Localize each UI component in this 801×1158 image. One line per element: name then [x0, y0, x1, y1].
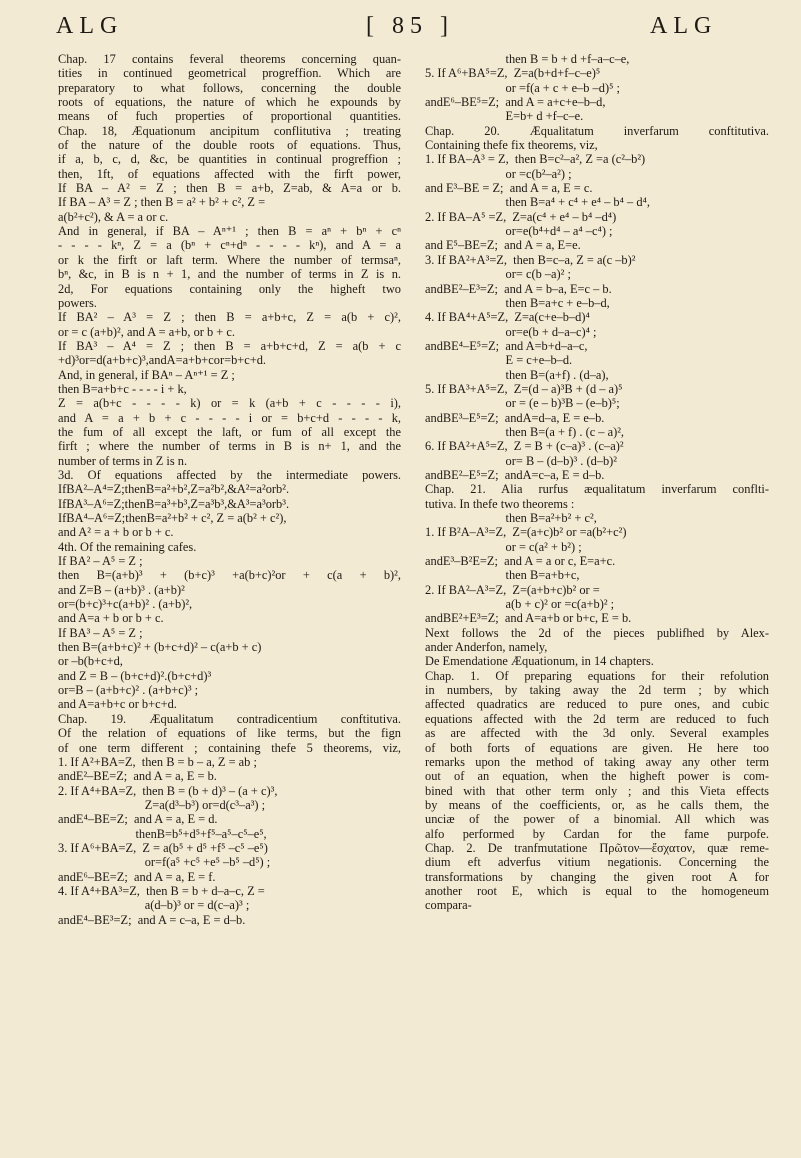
text-line: then B=a²+b² + c², — [425, 511, 597, 525]
text-line: or –b(b+c+d, — [58, 654, 123, 669]
running-head-right: ALG — [650, 13, 718, 39]
text-line: andE⁴–BE=Z; and A = a, E = d. — [58, 812, 218, 827]
text-line: 2. If BA–A⁵ =Z, Z=a(c⁴ + e⁴ – b⁴ –d⁴) — [425, 209, 617, 224]
text-line: and Z = B – (b+c+d)².(b+c+d)³ — [58, 668, 212, 683]
text-line: and A=a+b+c or b+c+d. — [58, 697, 177, 712]
text-line: or=(b+c)³+c(a+b)² . (a+b)², — [58, 597, 193, 612]
text-line: compara- — [425, 898, 472, 913]
text-line: then B=(a+f) . (d–a), — [425, 367, 609, 382]
text-line: andE²–BE=Z; and A = a, E = b. — [58, 769, 217, 784]
text-line: or = c(a² + b²) ; — [425, 539, 582, 554]
text-line: or=f(a⁵ +c⁵ +e⁵ –b⁵ –d⁵) ; — [58, 855, 271, 870]
text-line: Z = a(b+c - - - - k) or = k (a+b + c - - - - i), — [58, 396, 401, 411]
text-line: roots of equations, the nature of which he expounds by — [58, 95, 401, 110]
text-line: Chap. 18, Æquationum ancipitum conflitutiva ; treating — [58, 123, 401, 138]
text-line: or= c(b –a)² ; — [425, 267, 571, 282]
text-line: or = (e – b)³B – (e–b)⁵; — [425, 396, 620, 411]
text-line: If BA³ – A⁵ = Z ; — [58, 625, 143, 640]
text-line: or =c(b²–a²) ; — [425, 166, 572, 181]
text-line: If BA³ – A⁴ = Z ; then B = a+b+c+d, Z = a(b + c — [58, 338, 401, 353]
running-head-left: ALG — [56, 13, 124, 39]
text-line: 3d. Of equations affected by the intermediate powers. — [58, 467, 401, 482]
text-line: of the nature of the double roots of equations. Thus, — [58, 138, 401, 153]
text-line: means of fuch properties of proportional quantities. — [58, 109, 401, 124]
text-line: 5. If BA³+A⁵=Z, Z=(d – a)³B + (d – a)⁵ — [425, 381, 623, 396]
text-line: transformations by changing the given root A for — [425, 869, 769, 884]
text-line: then B = b + d +f–a–c–e, — [425, 52, 630, 66]
text-line: or = c (a+b)², and A = a+b, or b + c. — [58, 324, 235, 339]
text-line: If BA² – A³ = Z ; then B = a+b+c, Z = a(b + c)², — [58, 310, 401, 325]
text-line: in numbers, by taking away the 2d term ; by which — [425, 683, 769, 698]
text-line: and Z=B – (a+b)³ . (a+b)² — [58, 582, 185, 597]
text-line: alfo performed by Cardan for the fame purpofe. — [425, 826, 769, 841]
text-line: and A=a + b or b + c. — [58, 611, 164, 626]
text-line: - - - - kⁿ, Z = a (bⁿ + cⁿ+dⁿ - - - - kⁿ), and A = a — [58, 238, 401, 253]
text-line: a(b + c)² or =c(a+b)² ; — [425, 597, 615, 612]
text-line: 1. If BA–A³ = Z, then B=c²–a², Z =a (c²–b²) — [425, 152, 646, 167]
text-line: the fum of all except the laft, or fum of all except the — [58, 424, 401, 439]
text-line: and A² = a + b or b + c. — [58, 525, 174, 540]
text-line: or= B – (d–b)³ . (d–b)² — [425, 453, 618, 468]
text-line: 4. If A⁴+BA³=Z, then B = b + d–a–c, Z = — [58, 883, 265, 898]
text-line: bined with that other term only ; and this Vieta effects — [425, 783, 769, 798]
text-line: a(d–b)³ or = d(c–a)³ ; — [58, 898, 250, 913]
text-line: andBE⁴–E⁵=Z; and A=b+d–a–c, — [425, 338, 588, 353]
text-line: 2d, For equations containing only the higheft two — [58, 281, 401, 296]
text-line: or=B – (a+b+c)² . (a+b+c)³ ; — [58, 683, 199, 698]
text-line: Containing thefe fix theorems, viz, — [425, 138, 598, 153]
text-line: then B=a⁴ + c⁴ + e⁴ – b⁴ – d⁴, — [425, 195, 650, 210]
text-line: andE⁴–BE³=Z; and A = c–a, E = d–b. — [58, 912, 246, 927]
text-line: or k the firft or laft term. Where the number of termsaⁿ, — [58, 252, 401, 267]
text-line: remarks upon the method of taking away any other term — [425, 754, 769, 769]
text-line: as are affected with the 3d only. Several examples — [425, 726, 769, 741]
text-line: or=e(b + d–a–c)⁴ ; — [425, 324, 597, 339]
text-line: preparatory to what follows, concerning the double — [58, 80, 401, 95]
text-line: 6. If BA²+A⁵=Z, Z = B + (c–a)³ . (c–a)² — [425, 439, 624, 454]
text-line: or =f(a + c + e–b –d)⁵ ; — [425, 80, 620, 95]
text-line: andE³–B²E=Z; and A = a or c, E=a+c. — [425, 554, 616, 569]
text-line: If BA – A³ = Z ; then B = a² + b² + c², Z = — [58, 195, 266, 210]
text-line: of both forts of equations are given. He here too — [425, 740, 769, 755]
text-line: tities in continued geometrical progreffion. Which are — [58, 66, 401, 81]
text-line: ander Anderfon, namely, — [425, 640, 548, 655]
text-line: 1. If B²A–A³=Z, Z=(a+c)b² or =a(b²+c²) — [425, 525, 627, 540]
text-line: then B=(a + f) . (c – a)², — [425, 424, 625, 439]
text-line: another root E, which is equal to the homogeneum — [425, 883, 769, 898]
text-line: bⁿ, &c, in B is n + 1, and the number of terms in Z is n. — [58, 267, 401, 282]
text-line: Chap. 1. Of preparing equations for their refolution — [425, 668, 769, 683]
text-line: 2. If BA²–A³=Z, Z=(a+b+c)b² or = — [425, 582, 600, 597]
text-line: 3. If BA²+A³=Z, then B=c–a, Z = a(c –b)² — [425, 252, 636, 267]
text-line: andE⁶–BE=Z; and A = a, E = f. — [58, 869, 216, 884]
text-line: andBE²–E³=Z; and A = b–a, E=c – b. — [425, 281, 612, 296]
text-line: number of terms in Z is n. — [58, 453, 188, 468]
text-line: dium eft adverfus vitium negationis. Concerning the — [425, 855, 769, 870]
text-line: and A = a + b + c - - - - i or = b+c+d - - - - k, — [58, 410, 401, 425]
text-line: then B=a+b+c, — [425, 568, 580, 583]
text-line: andBE²+E³=Z; and A=a+b or b+c, E = b. — [425, 611, 632, 626]
text-line: Chap. 19. Æqualitatum contradicentium conftitutiva. — [58, 711, 401, 726]
text-line: E=b+ d +f–c–e. — [425, 109, 584, 124]
text-line: a(b²+c²), & A = a or c. — [58, 209, 169, 224]
text-line: 5. If A⁶+BA⁵=Z, Z=a(b+d+f–c–e)⁵ — [425, 66, 601, 81]
text-line: If BA² – A⁵ = Z ; — [58, 554, 143, 569]
text-line: If BA – A² = Z ; then B = a+b, Z=ab, & A=a or b. — [58, 181, 401, 196]
text-line: and E⁵–BE=Z; and A = a, E=e. — [425, 238, 581, 253]
text-line: IfBA⁴–A⁶=Z;thenB=a²+b² + c², Z = a(b² + c²), — [58, 511, 287, 525]
text-line: 4th. Of the remaining cafes. — [58, 539, 197, 554]
text-line: andBE²–E⁵=Z; andA=c–a, E = d–b. — [425, 467, 605, 482]
page-number: [ 85 ] — [366, 13, 454, 39]
text-line: by means of the coefficients, or, as he calls them, the — [425, 797, 769, 812]
text-line: And, in general, if BAⁿ – Aⁿ⁺¹ = Z ; — [58, 367, 235, 382]
text-line: if a, b, c, d, &c, be quantities in continual progreffion ; — [58, 152, 401, 167]
text-line: powers. — [58, 295, 97, 310]
text-line: firft ; where the number of terms in B is n+ 1, and the — [58, 439, 401, 454]
text-line: then B=a+c + e–b–d, — [425, 295, 610, 310]
text-line: of one term different ; containing thefe 5 theorems, viz, — [58, 740, 401, 755]
text-line: Chap. 20. Æqualitatum inverfarum conftitutiva. — [425, 123, 769, 138]
text-line: Of the relation of equations of like terms, but the fign — [58, 726, 401, 741]
text-line: Chap. 2. De tranfmutatione Πρῶτον—ἔσχατον, quæ reme- — [425, 840, 769, 855]
text-line: Next follows the 2d of the pieces publifhed by Alex- — [425, 625, 769, 640]
text-line: IfBA²–A⁴=Z;thenB=a²+b²,Z=a²b²,&A²=a²orb². — [58, 482, 290, 497]
text-line: thenB=b⁵+d⁵+f⁵–a⁵–c⁵–e⁵, — [58, 826, 267, 841]
text-line: equations affected with the 2d term are reduced to fuch — [425, 711, 769, 726]
text-line: De Emendatione Æquationum, in 14 chapters. — [425, 654, 654, 669]
text-line: IfBA³–A⁶=Z;thenB=a³+b³,Z=a³b³,&A³=a³orb³. — [58, 496, 290, 511]
text-line: 3. If A⁶+BA=Z, Z = a(b⁵ + d⁵ +f⁵ –c⁵ –e⁵) — [58, 840, 268, 855]
text-line: andBE³–E⁵=Z; andA=d–a, E = e–b. — [425, 410, 605, 425]
left-text-column — [58, 52, 401, 927]
text-line: then B=(a+b+c)² + (b+c+d)² – c(a+b + c) — [58, 640, 262, 655]
text-line: andE⁶–BE⁵=Z; and A = a+c+e–b–d, — [425, 95, 606, 110]
text-line: tutiva. In thefe two theorems : — [425, 496, 575, 511]
text-line: or=e(b⁴+d⁴ – a⁴ –c⁴) ; — [425, 224, 613, 239]
text-line: And in general, if BA – Aⁿ⁺¹ ; then B = aⁿ + bⁿ + cⁿ — [58, 224, 401, 239]
text-line: affected quadratics are reduced to pure ones, and cubic — [425, 697, 769, 712]
text-line: then B=a+b+c - - - - i + k, — [58, 381, 187, 396]
text-line: out of an equation, when the higheft power is com- — [425, 769, 769, 784]
text-line: 2. If A⁴+BA=Z, then B = (b + d)³ – (a + c)³, — [58, 783, 278, 798]
text-line: Chap. 21. Alia rurfus æqualitatum inverfarum conflti- — [425, 482, 769, 497]
text-line: and E³–BE = Z; and A = a, E = c. — [425, 181, 593, 196]
text-line: Z=a(d³–b³) or=d(c³–a³) ; — [58, 797, 266, 812]
right-text-column — [425, 52, 769, 913]
text-line: 1. If A²+BA=Z, then B = b – a, Z = ab ; — [58, 754, 257, 769]
text-line: then B=(a+b)³ + (b+c)³ +a(b+c)²or + c(a + b)², — [58, 568, 401, 583]
text-line: Chap. 17 contains feveral theorems concerning quan- — [58, 52, 401, 66]
text-line: 4. If BA⁴+A⁵=Z, Z=a(c+e–b–d)⁴ — [425, 310, 590, 325]
text-line: +d)³or=d(a+b+c)³,andA=a+b+cor=b+c+d. — [58, 353, 267, 368]
text-line: unciæ of the power of a binomial. All which was — [425, 812, 769, 827]
text-line: then, 1ft, of equations affected with the firft power, — [58, 166, 401, 181]
text-line: E = c+e–b–d. — [425, 353, 573, 368]
